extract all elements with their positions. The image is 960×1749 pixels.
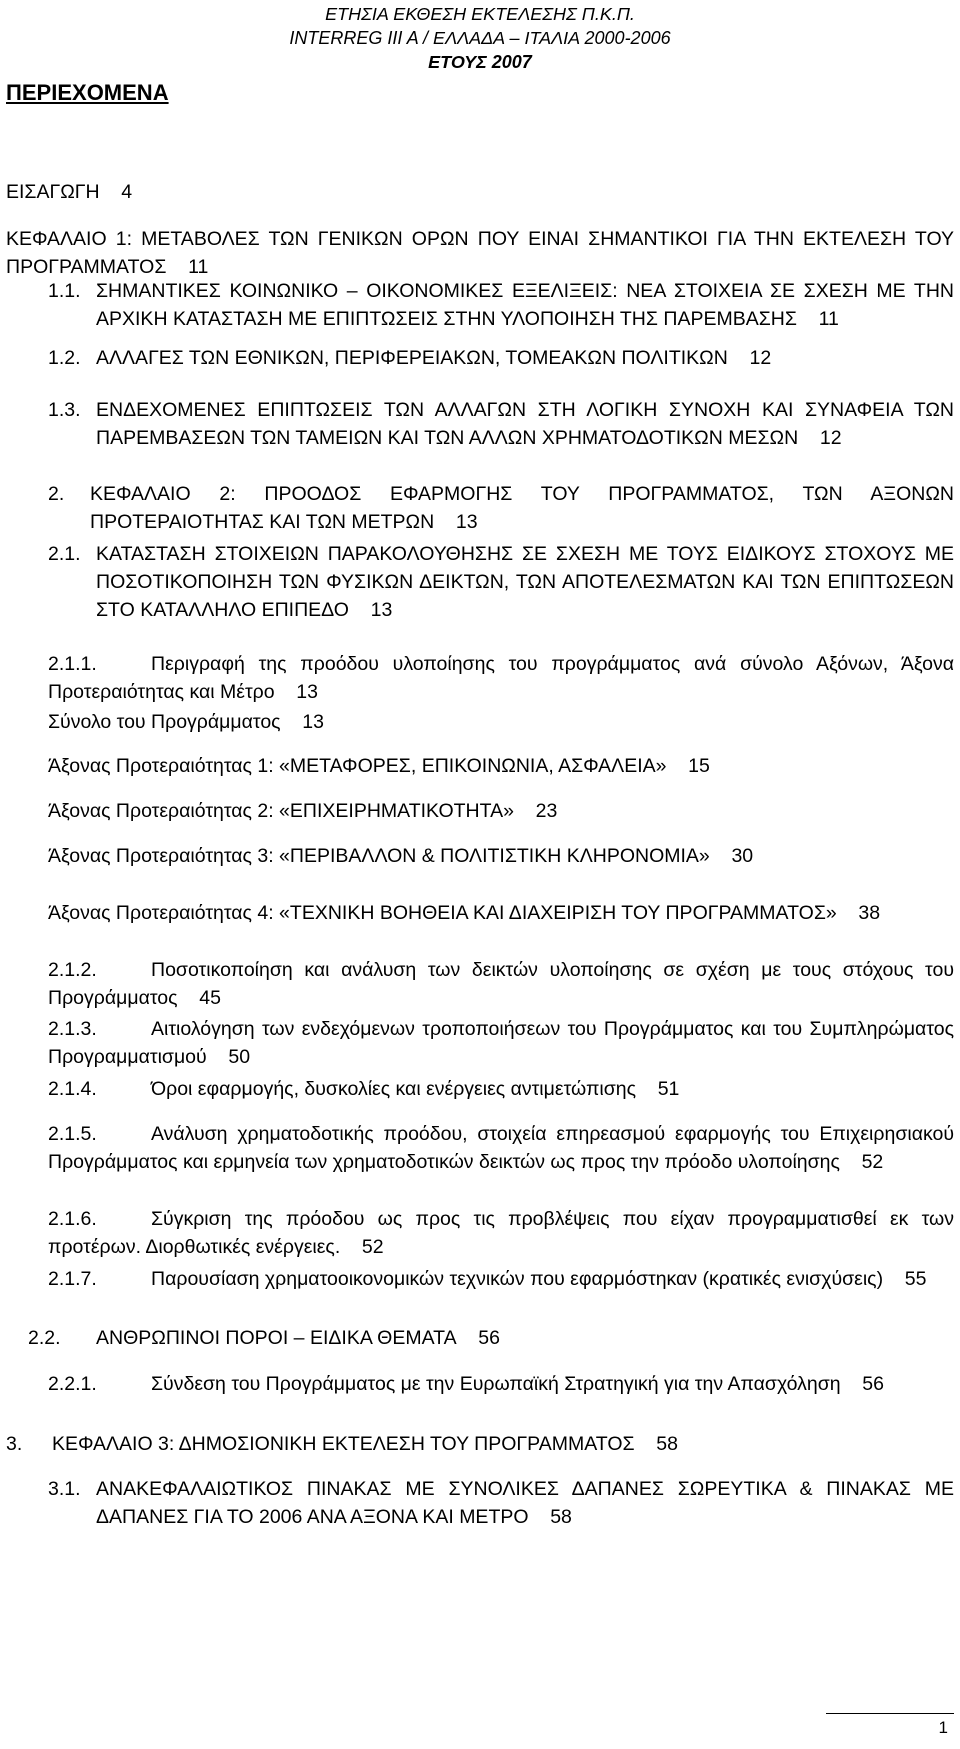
toc-entry-number: 2. <box>48 483 65 505</box>
toc-entry-text: ΣΗΜΑΝΤΙΚΕΣ ΚΟΙΝΩΝΙΚΟ – ΟΙΚΟΝΟΜΙΚΕΣ ΕΞΕΛΙΞΕΙΣ: ΝΕΑ ΣΤΟΙΧΕΙΑ ΣΕ ΣΧΕΣΗ ΜΕ ΤΗΝ ΑΡΧΙΚΗ ΚΑΤΑΣΤΑΣΗ ΜΕ ΕΠΙΠΤΩΣΕΙΣ ΣΤΗΝ ΥΛΟΠΟΙΗΣΗ ΤΗΣ ΠΑΡΕΜΒΑΣΗΣ <box>96 280 954 330</box>
toc-entry-text: Άξονας Προτεραιότητας 2: «ΕΠΙΧΕΙΡΗΜΑΤΙΚΟΤΗΤΑ» <box>48 800 514 822</box>
header-year: ΕΤΟΥΣ 2007 <box>428 52 532 72</box>
toc-entry-page: 58 <box>656 1433 678 1455</box>
toc-entry-text: Ανάλυση χρηματοδοτικής προόδου, στοιχεία επηρεασμού εφαρμογής του Επιχειρησιακού Προγράμματος και ερμηνεία των χρηματοδοτικών δεικτών ως προς την πρόοδο υλοποίησης <box>48 1123 954 1173</box>
toc-entry[interactable] <box>28 1324 954 1352</box>
toc-entry-page: 51 <box>657 1078 680 1100</box>
toc-entry-number: 2.2.1. <box>48 1373 97 1395</box>
toc-entry[interactable] <box>48 956 954 1012</box>
toc-entry-number: 2.1.2. <box>48 959 97 981</box>
toc-entry-text: Ποσοτικοποίηση και ανάλυση των δεικτών υλοποίησης σε σχέση με τους στόχους του Προγράμματος <box>48 959 954 1009</box>
toc-entry-text: ΚΕΦΑΛΑΙΟ 3: ΔΗΜΟΣΙΟΝΙΚΗ ΕΚΤΕΛΕΣΗ ΤΟΥ ΠΡΟΓΡΑΜΜΑΤΟΣ <box>52 1433 635 1455</box>
toc-entry-number: 3.1. <box>48 1478 81 1500</box>
toc-entry-number: 2.1.7. <box>48 1268 97 1290</box>
toc-entry-text: Σύνολο του Προγράμματος <box>48 711 281 733</box>
toc-entry-page: 13 <box>370 599 393 621</box>
toc-entry-number: 2.2. <box>28 1327 61 1349</box>
footer-rule <box>826 1713 954 1714</box>
toc-entry-text: Παρουσίαση χρηματοοικονομικών τεχνικών που εφαρμόστηκαν (κρατικές ενισχύσεις) <box>151 1268 884 1290</box>
toc-entry-text: Αιτιολόγηση των ενδεχόμενων τροποποιήσεων του Προγράμματος και του Συμπληρώματος Προγραμματισμού <box>48 1018 954 1068</box>
toc-entry-page: 12 <box>749 347 772 369</box>
toc-entry-page: 55 <box>904 1268 927 1290</box>
toc-title: ΠΕΡΙΕΧΟΜΕΝΑ <box>6 80 169 105</box>
toc-entry[interactable] <box>48 708 954 736</box>
toc-entry[interactable] <box>48 899 954 927</box>
toc-entry[interactable] <box>48 752 954 780</box>
toc-entry-number: 1.2. <box>48 347 81 369</box>
page-header <box>0 2 960 74</box>
toc-entry-number: 2.1.5. <box>48 1123 97 1145</box>
toc-entry[interactable] <box>48 277 954 333</box>
toc-entry[interactable] <box>48 1205 954 1261</box>
toc-entry-page: 30 <box>731 845 754 867</box>
toc-entry-text: ΕΝΔΕΧΟΜΕΝΕΣ ΕΠΙΠΤΩΣΕΙΣ ΤΩΝ ΑΛΛΑΓΩΝ ΣΤΗ ΛΟΓΙΚΗ ΣΥΝΟΧΗ ΚΑΙ ΣΥΝΑΦΕΙΑ ΤΩΝ ΠΑΡΕΜΒΑΣΕΩΝ ΤΩΝ ΤΑΜΕΙΩΝ ΚΑΙ ΤΩΝ ΑΛΛΩΝ ΧΡΗΜΑΤΟΔΟΤΙΚΩΝ ΜΕΣΩΝ <box>96 399 954 449</box>
toc-entry[interactable] <box>48 540 954 624</box>
toc-entry-text: Άξονας Προτεραιότητας 1: «ΜΕΤΑΦΟΡΕΣ, ΕΠΙΚΟΙΝΩΝΙΑ, ΑΣΦΑΛΕΙΑ» <box>48 755 667 777</box>
toc-entry-text: Σύγκριση της πρόοδου ως προς τις προβλέψεις που είχαν προγραμματισθεί εκ των προτέρων. Διορθωτικές ενέργειες. <box>48 1208 954 1258</box>
toc-entry-page: 12 <box>819 427 842 449</box>
toc-entry[interactable] <box>48 1265 954 1293</box>
toc-entry[interactable] <box>48 344 954 372</box>
toc-entry[interactable] <box>48 480 954 536</box>
toc-entry[interactable] <box>48 1370 954 1398</box>
toc-entry-page: 52 <box>361 1236 384 1258</box>
toc-entry-text: ΑΝΘΡΩΠΙΝΟΙ ΠΟΡΟΙ – ΕΙΔΙΚΑ ΘΕΜΑΤΑ <box>96 1327 457 1349</box>
toc-entry-page: 50 <box>228 1046 251 1068</box>
header-programme: INTERREG III A / ΕΛΛΑΔΑ – ΙΤΑΛΙΑ 2000-2006 <box>289 28 671 48</box>
toc-entry[interactable] <box>48 1015 954 1071</box>
toc-entry[interactable] <box>48 842 954 870</box>
toc-entry-number: 2.1.6. <box>48 1208 97 1230</box>
toc-entry-number: 2.1.1. <box>48 653 97 675</box>
toc-entry-page: 13 <box>455 511 478 533</box>
toc-entry-page: 38 <box>858 902 881 924</box>
toc-entry[interactable] <box>6 1430 954 1458</box>
toc-entry-page: 11 <box>188 256 209 278</box>
toc-entry-page: 45 <box>199 987 221 1009</box>
toc-entry-page: 52 <box>861 1151 884 1173</box>
toc-entry-text: ΑΝΑΚΕΦΑΛΑΙΩΤΙΚΟΣ ΠΙΝΑΚΑΣ ΜΕ ΣΥΝΟΛΙΚΕΣ ΔΑΠΑΝΕΣ ΣΩΡΕΥΤΙΚΑ & ΠΙΝΑΚΑΣ ΜΕ ΔΑΠΑΝΕΣ ΓΙΑ ΤΟ 2006 ΑΝΑ ΑΞΟΝΑ ΚΑΙ ΜΕΤΡΟ <box>96 1478 954 1528</box>
toc-entry-page: 11 <box>818 308 839 330</box>
toc-entry-page: 4 <box>121 181 133 203</box>
toc-entry[interactable] <box>48 650 954 706</box>
toc-entry-text: ΚΑΤΑΣΤΑΣΗ ΣΤΟΙΧΕΙΩΝ ΠΑΡΑΚΟΛΟΥΘΗΣΗΣ ΣΕ ΣΧΕΣΗ ΜΕ ΤΟΥΣ ΕΙΔΙΚΟΥΣ ΣΤΟΧΟΥΣ ΜΕ ΠΟΣΟΤΙΚΟΠΟΙΗΣΗ ΤΩΝ ΦΥΣΙΚΩΝ ΔΕΙΚΤΩΝ, ΤΩΝ ΑΠΟΤΕΛΕΣΜΑΤΩΝ ΚΑΙ ΤΩΝ ΕΠΙΠΤΩΣΕΩΝ ΣΤΟ ΚΑΤΑΛΛΗΛΟ ΕΠΙΠΕΔΟ <box>96 543 954 621</box>
toc-entry-number: 2.1. <box>48 543 81 565</box>
toc-entry[interactable] <box>48 1120 954 1176</box>
toc-entry-text: Περιγραφή της προόδου υλοποίησης του προγράμματος ανά σύνολο Αξόνων, Άξονα Προτεραιότητας και Μέτρο <box>48 653 954 703</box>
toc-entry-page: 23 <box>535 800 558 822</box>
toc-entry-page: 13 <box>302 711 324 733</box>
toc-entry-number: 3. <box>6 1433 23 1455</box>
toc-entry-page: 13 <box>296 681 318 703</box>
toc-entry-text: Άξονας Προτεραιότητας 4: «ΤΕΧΝΙΚΗ ΒΟΗΘΕΙΑ ΚΑΙ ΔΙΑΧΕΙΡΙΣΗ ΤΟΥ ΠΡΟΓΡΑΜΜΑΤΟΣ» <box>48 902 837 924</box>
toc-entry-number: 1.1. <box>48 280 81 302</box>
toc-entry-number: 2.1.3. <box>48 1018 97 1040</box>
toc-entry-text: ΑΛΛΑΓΕΣ ΤΩΝ ΕΘΝΙΚΩΝ, ΠΕΡΙΦΕΡΕΙΑΚΩΝ, ΤΟΜΕΑΚΩΝ ΠΟΛΙΤΙΚΩΝ <box>96 347 728 369</box>
header-report-title: ΕΤΗΣΙΑ ΕΚΘΕΣΗ ΕΚΤΕΛΕΣΗΣ Π.Κ.Π. <box>325 4 635 24</box>
toc-entry[interactable] <box>48 396 954 452</box>
toc-entry-number: 1.3. <box>48 399 81 421</box>
toc-entry-text: Άξονας Προτεραιότητας 3: «ΠΕΡΙΒΑΛΛΟΝ & ΠΟΛΙΤΙΣΤΙΚΗ ΚΛΗΡΟΝΟΜΙΑ» <box>48 845 710 867</box>
toc-entry[interactable] <box>6 225 954 281</box>
toc-entry[interactable] <box>6 178 954 206</box>
toc-entry[interactable] <box>48 797 954 825</box>
toc-entry-text: ΚΕΦΑΛΑΙΟ 2: ΠΡΟΟΔΟΣ ΕΦΑΡΜΟΓΗΣ ΤΟΥ ΠΡΟΓΡΑΜΜΑΤΟΣ, ΤΩΝ ΑΞΟΝΩΝ ΠΡΟΤΕΡΑΙΟΤΗΤΑΣ ΚΑΙ ΤΩΝ ΜΕΤΡΩΝ <box>90 483 954 533</box>
toc-entry-page: 58 <box>550 1506 572 1528</box>
toc-entry[interactable] <box>48 1075 954 1103</box>
toc-entry-text: ΕΙΣΑΓΩΓΗ <box>6 181 100 203</box>
toc-entry[interactable] <box>48 1475 954 1531</box>
toc-entry-page: 15 <box>688 755 710 777</box>
toc-entry-number: 2.1.4. <box>48 1078 97 1100</box>
toc-entry-text: Όροι εφαρμογής, δυσκολίες και ενέργειες αντιμετώπισης <box>151 1078 637 1100</box>
toc-entry-text: ΚΕΦΑΛΑΙΟ 1: ΜΕΤΑΒΟΛΕΣ ΤΩΝ ΓΕΝΙΚΩΝ ΟΡΩΝ ΠΟΥ ΕΙΝΑΙ ΣΗΜΑΝΤΙΚΟΙ ΓΙΑ ΤΗΝ ΕΚΤΕΛΕΣΗ ΤΟΥ ΠΡΟΓΡΑΜΜΑΤΟΣ <box>6 228 954 278</box>
toc-entry-text: Σύνδεση του Προγράμματος με την Ευρωπαϊκή Στρατηγική για την Απασχόληση <box>151 1373 841 1395</box>
page-number: 1 <box>938 1718 948 1737</box>
toc-entry-page: 56 <box>862 1373 884 1395</box>
toc-entry-page: 56 <box>478 1327 500 1349</box>
